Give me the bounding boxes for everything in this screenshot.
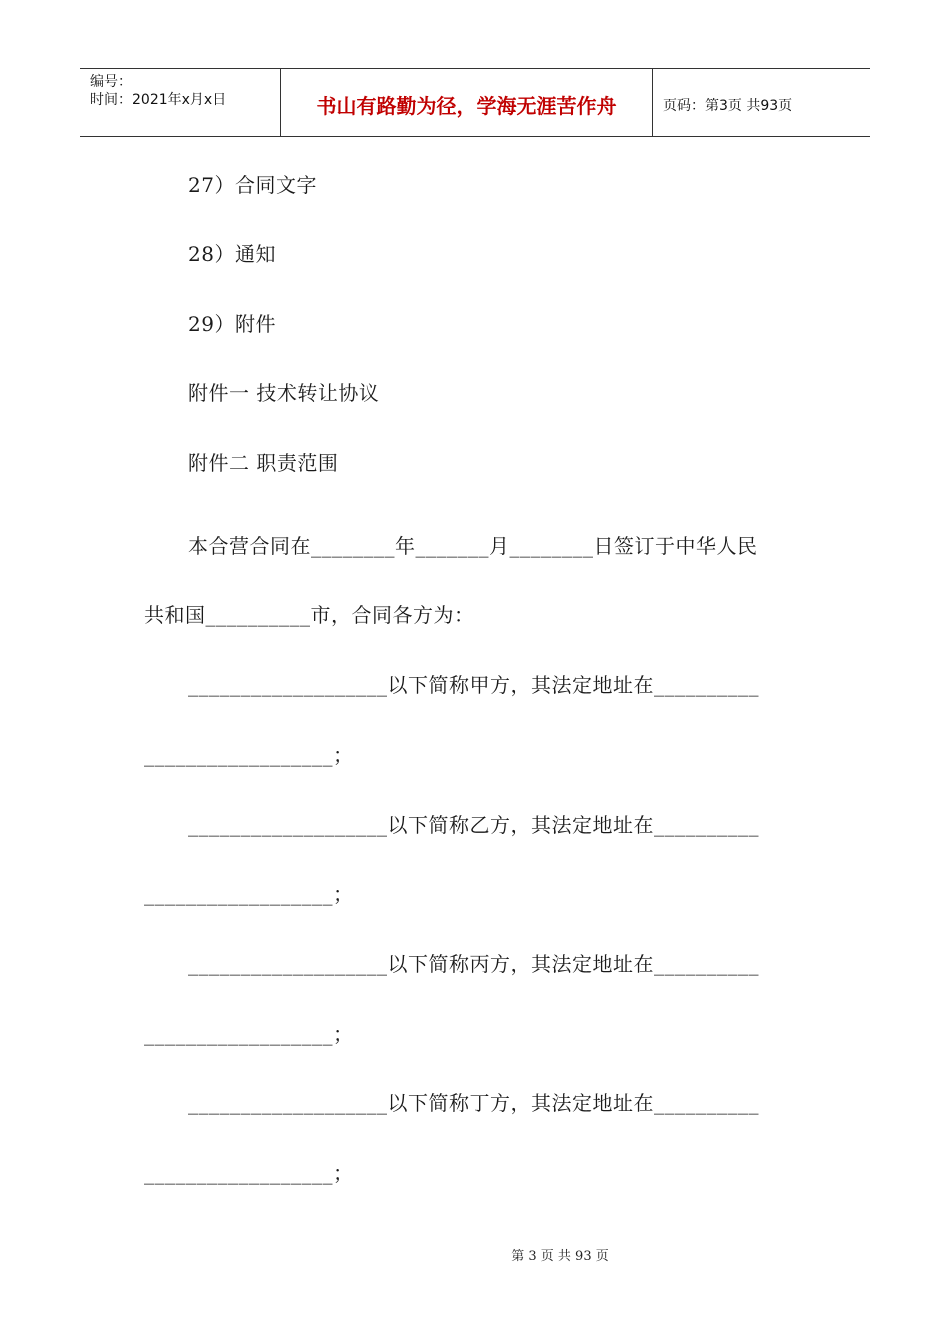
body-line: ___________________以下简称丙方，其法定地址在__________	[188, 952, 759, 976]
body-line: 共和国__________市，合同各方为：	[144, 603, 475, 627]
body-line: 附件一 技术转让协议	[188, 381, 380, 405]
header-meta	[80, 69, 281, 136]
header-motto: 书山有路勤为径，学海无涯苦作舟	[281, 69, 653, 136]
body-line: __________________；	[144, 1161, 354, 1185]
page-footer: 第 3 页 共 93 页	[511, 1249, 609, 1264]
header-page-info: 页码：第3页 共93页	[663, 97, 793, 114]
body-line: ___________________以下简称乙方，其法定地址在__________	[188, 813, 759, 837]
body-line: ___________________以下简称丁方，其法定地址在__________	[188, 1091, 759, 1115]
document-number-label: 编号：	[90, 74, 132, 90]
body-line: 本合营合同在________年_______月________日签订于中华人民	[188, 534, 758, 558]
body-line: __________________；	[144, 1022, 354, 1046]
page-header	[80, 68, 870, 137]
body-line: __________________；	[144, 743, 354, 767]
body-line: 28）通知	[188, 242, 276, 266]
body-line: 29）附件	[188, 312, 276, 336]
body-line: 27）合同文字	[188, 173, 317, 197]
document-time-label: 时间：2021年x月x日	[90, 92, 227, 108]
body-line: 附件二 职责范围	[188, 451, 339, 475]
body-line: ___________________以下简称甲方，其法定地址在__________	[188, 673, 759, 697]
body-line: __________________；	[144, 882, 354, 906]
